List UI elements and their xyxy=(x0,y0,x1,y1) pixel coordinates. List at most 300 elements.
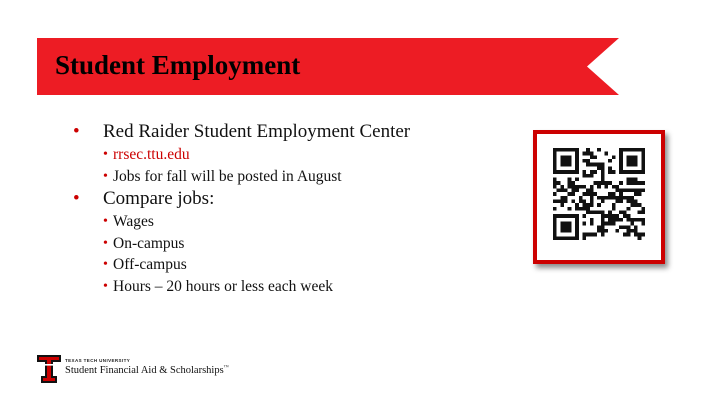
qr-module xyxy=(553,207,557,211)
qr-module xyxy=(616,218,620,222)
qr-module xyxy=(630,229,634,233)
qr-module xyxy=(630,188,634,192)
qr-module xyxy=(590,211,594,215)
sub-bullet-text: Jobs for fall will be posted in August xyxy=(113,167,342,185)
qr-module xyxy=(586,152,590,156)
qr-module xyxy=(597,229,601,233)
qr-module xyxy=(638,203,642,207)
qr-module xyxy=(571,170,575,174)
qr-module xyxy=(560,170,564,174)
qr-module xyxy=(593,233,597,237)
qr-module xyxy=(619,192,623,196)
qr-module xyxy=(634,200,638,204)
slide-title: Student Employment xyxy=(55,50,301,80)
qr-module xyxy=(630,177,634,181)
qr-module xyxy=(601,196,605,200)
qr-module xyxy=(553,229,557,233)
qr-module xyxy=(568,207,572,211)
qr-module xyxy=(608,192,612,196)
qr-module xyxy=(641,159,645,163)
university-label: TEXAS TECH UNIVERSITY xyxy=(65,358,131,363)
qr-module xyxy=(641,155,645,159)
qr-module xyxy=(575,207,579,211)
qr-module xyxy=(597,148,601,152)
qr-module xyxy=(619,166,623,170)
qr-module xyxy=(593,163,597,167)
qr-module xyxy=(575,148,579,152)
title-banner xyxy=(37,38,619,95)
qr-module xyxy=(619,200,623,204)
qr-module xyxy=(619,211,623,215)
qr-module xyxy=(619,170,623,174)
qr-module xyxy=(557,148,561,152)
qr-module xyxy=(616,188,620,192)
qr-module xyxy=(638,218,642,222)
qr-module xyxy=(590,155,594,159)
qr-module xyxy=(564,155,568,159)
qr-module xyxy=(553,177,557,181)
qr-module xyxy=(557,188,561,192)
qr-module xyxy=(564,163,568,167)
qr-module xyxy=(638,211,642,215)
double-t-logo-icon xyxy=(37,355,61,383)
qr-module xyxy=(560,148,564,152)
qr-module xyxy=(638,181,642,185)
qr-module xyxy=(568,185,572,189)
qr-module xyxy=(590,192,594,196)
qr-module xyxy=(634,225,638,229)
qr-module xyxy=(586,233,590,237)
qr-module xyxy=(605,181,609,185)
qr-module xyxy=(634,163,638,167)
bullet-icon: • xyxy=(103,214,108,229)
qr-module xyxy=(590,170,594,174)
qr-module xyxy=(582,207,586,211)
qr-module xyxy=(612,170,616,174)
qr-module xyxy=(630,203,634,207)
qr-module xyxy=(608,214,612,218)
qr-module xyxy=(557,236,561,240)
bullet-icon: • xyxy=(103,168,108,184)
qr-module xyxy=(627,200,631,204)
qr-module xyxy=(638,236,642,240)
qr-module xyxy=(623,148,627,152)
qr-module xyxy=(568,229,572,233)
qr-module xyxy=(568,163,572,167)
qr-module xyxy=(597,185,601,189)
sub-bullet-text: Wages xyxy=(113,213,154,230)
qr-module xyxy=(630,148,634,152)
qr-module xyxy=(638,188,642,192)
qr-module xyxy=(627,229,631,233)
qr-module xyxy=(630,163,634,167)
qr-module xyxy=(608,211,612,215)
qr-module xyxy=(575,177,579,181)
qr-module xyxy=(582,203,586,207)
qr-module xyxy=(568,170,572,174)
qr-module xyxy=(575,155,579,159)
qr-module xyxy=(605,229,609,233)
qr-module xyxy=(641,170,645,174)
qr-module xyxy=(590,152,594,156)
qr-module xyxy=(564,236,568,240)
qr-module xyxy=(564,214,568,218)
qr-code-card[interactable] xyxy=(533,130,665,264)
qr-module xyxy=(597,163,601,167)
qr-module xyxy=(638,170,642,174)
qr-module xyxy=(601,233,605,237)
qr-module xyxy=(619,163,623,167)
qr-module xyxy=(627,188,631,192)
qr-module xyxy=(564,222,568,226)
qr-module xyxy=(593,211,597,215)
qr-module xyxy=(560,159,564,163)
qr-module xyxy=(560,222,564,226)
qr-module xyxy=(568,148,572,152)
qr-module xyxy=(619,159,623,163)
qr-module xyxy=(641,163,645,167)
qr-module xyxy=(590,185,594,189)
qr-module xyxy=(627,225,631,229)
qr-module xyxy=(553,218,557,222)
qr-module xyxy=(564,170,568,174)
sub-bullet-item[interactable] xyxy=(103,144,513,166)
qr-module xyxy=(568,214,572,218)
qr-module xyxy=(641,211,645,215)
qr-module xyxy=(605,222,609,226)
qr-module xyxy=(623,214,627,218)
qr-module xyxy=(608,222,612,226)
qr-module xyxy=(612,218,616,222)
qr-module xyxy=(560,214,564,218)
qr-module xyxy=(634,188,638,192)
qr-module xyxy=(612,214,616,218)
qr-module xyxy=(601,222,605,226)
qr-module xyxy=(634,177,638,181)
qr-module xyxy=(568,222,572,226)
qr-module xyxy=(634,181,638,185)
qr-module xyxy=(612,207,616,211)
qr-module xyxy=(634,192,638,196)
qr-module xyxy=(619,188,623,192)
qr-module xyxy=(586,174,590,178)
qr-module xyxy=(608,196,612,200)
qr-module xyxy=(571,192,575,196)
qr-module xyxy=(593,155,597,159)
qr-module xyxy=(597,203,601,207)
qr-module xyxy=(619,155,623,159)
qr-module xyxy=(634,155,638,159)
qr-module xyxy=(641,166,645,170)
qr-module xyxy=(605,152,609,156)
qr-module xyxy=(630,155,634,159)
sub-bullet-text: On-campus xyxy=(113,234,185,252)
qr-module xyxy=(641,233,645,237)
qr-module xyxy=(601,200,605,204)
qr-module xyxy=(579,207,583,211)
qr-module xyxy=(557,170,561,174)
qr-module xyxy=(571,148,575,152)
qr-module xyxy=(634,170,638,174)
qr-module xyxy=(616,200,620,204)
qr-module xyxy=(586,192,590,196)
qr-module xyxy=(586,163,590,167)
qr-module xyxy=(557,214,561,218)
qr-module xyxy=(623,170,627,174)
qr-module xyxy=(601,225,605,229)
qr-module xyxy=(575,229,579,233)
qr-module xyxy=(630,196,634,200)
qr-module xyxy=(582,152,586,156)
qr-module xyxy=(601,163,605,167)
qr-module xyxy=(641,207,645,211)
qr-module xyxy=(586,211,590,215)
qr-module xyxy=(590,188,594,192)
qr-module xyxy=(627,196,631,200)
sub-bullet-item xyxy=(103,166,513,188)
qr-module xyxy=(553,200,557,204)
qr-module xyxy=(638,148,642,152)
bullet-icon: • xyxy=(103,147,108,162)
qr-module xyxy=(641,218,645,222)
qr-module xyxy=(586,159,590,163)
qr-module xyxy=(586,188,590,192)
qr-module xyxy=(590,163,594,167)
qr-module xyxy=(608,170,612,174)
qr-module xyxy=(612,222,616,226)
qr-module xyxy=(593,192,597,196)
qr-module xyxy=(571,185,575,189)
bullet-item xyxy=(73,187,513,211)
bullet-icon: • xyxy=(73,121,80,142)
sub-bullet-item xyxy=(103,254,513,276)
bullet-text: Red Raider Student Employment Center xyxy=(103,121,411,142)
qr-module xyxy=(582,159,586,163)
qr-module xyxy=(560,196,564,200)
qr-module xyxy=(553,166,557,170)
sub-bullet-text: Off-campus xyxy=(113,256,187,273)
qr-module xyxy=(641,152,645,156)
qr-module xyxy=(590,203,594,207)
qr-module xyxy=(627,214,631,218)
qr-module xyxy=(575,166,579,170)
department-label: Student Financial Aid & Scholarships™ xyxy=(65,365,229,376)
qr-module xyxy=(568,155,572,159)
qr-module xyxy=(593,170,597,174)
qr-module xyxy=(616,185,620,189)
qr-module xyxy=(590,233,594,237)
qr-module xyxy=(575,188,579,192)
qr-module xyxy=(575,159,579,163)
qr-module xyxy=(608,166,612,170)
qr-module xyxy=(560,155,564,159)
qr-module xyxy=(564,188,568,192)
bullet-item xyxy=(73,120,513,144)
qr-module xyxy=(553,233,557,237)
qr-module xyxy=(623,233,627,237)
qr-module xyxy=(579,200,583,204)
qr-module xyxy=(590,222,594,226)
qr-module xyxy=(579,196,583,200)
qr-module xyxy=(630,170,634,174)
qr-module xyxy=(627,177,631,181)
qr-module xyxy=(560,163,564,167)
sub-bullet-item xyxy=(103,211,513,233)
qr-module xyxy=(627,181,631,185)
qr-module xyxy=(557,181,561,185)
qr-module xyxy=(593,181,597,185)
qr-module xyxy=(619,218,623,222)
qr-module xyxy=(601,218,605,222)
qr-module xyxy=(619,152,623,156)
qr-module xyxy=(601,170,605,174)
qr-module xyxy=(564,229,568,233)
qr-module xyxy=(634,159,638,163)
bullet-icon: • xyxy=(103,235,108,251)
qr-module xyxy=(560,200,564,204)
qr-module xyxy=(568,159,572,163)
qr-module xyxy=(616,214,620,218)
qr-module xyxy=(582,233,586,237)
qr-module xyxy=(586,203,590,207)
bullet-icon: • xyxy=(103,257,108,272)
qr-module xyxy=(582,236,586,240)
qr-module xyxy=(601,214,605,218)
bullet-text: Compare jobs: xyxy=(103,188,215,209)
qr-module xyxy=(638,233,642,237)
qr-module xyxy=(571,181,575,185)
qr-module xyxy=(590,218,594,222)
qr-module xyxy=(575,218,579,222)
qr-module xyxy=(612,155,616,159)
qr-module xyxy=(568,236,572,240)
sub-bullet-list xyxy=(73,144,513,187)
qr-module xyxy=(553,170,557,174)
qr-module xyxy=(557,200,561,204)
qr-module xyxy=(564,196,568,200)
qr-module xyxy=(586,148,590,152)
qr-module xyxy=(553,181,557,185)
qr-module xyxy=(601,177,605,181)
qr-module xyxy=(553,222,557,226)
qr-module xyxy=(571,188,575,192)
qr-module xyxy=(627,159,631,163)
qr-module xyxy=(553,185,557,189)
qr-module xyxy=(597,196,601,200)
qr-module xyxy=(627,148,631,152)
qr-module xyxy=(601,229,605,233)
qr-module xyxy=(575,214,579,218)
qr-module xyxy=(597,181,601,185)
qr-module xyxy=(568,177,572,181)
qr-module xyxy=(623,188,627,192)
qr-module xyxy=(575,222,579,226)
qr-module xyxy=(575,185,579,189)
qr-module xyxy=(553,155,557,159)
qr-module xyxy=(568,192,572,196)
footer-logo xyxy=(37,355,297,385)
qr-module xyxy=(564,148,568,152)
qr-module xyxy=(575,152,579,156)
qr-module xyxy=(560,185,564,189)
qr-module xyxy=(627,207,631,211)
qr-module xyxy=(627,163,631,167)
qr-module xyxy=(619,196,623,200)
qr-module xyxy=(630,200,634,204)
qr-module xyxy=(612,192,616,196)
qr-module xyxy=(590,196,594,200)
qr-module xyxy=(601,211,605,215)
qr-module xyxy=(575,233,579,237)
qr-module xyxy=(623,196,627,200)
qr-module xyxy=(634,233,638,237)
qr-module xyxy=(553,148,557,152)
qr-module xyxy=(590,200,594,204)
qr-module xyxy=(612,203,616,207)
qr-code-icon[interactable] xyxy=(553,148,645,240)
qr-module xyxy=(564,159,568,163)
bullet-list xyxy=(73,120,513,297)
qr-module xyxy=(612,196,616,200)
qr-module xyxy=(641,222,645,226)
bullet-icon: • xyxy=(103,278,108,294)
qr-module xyxy=(601,166,605,170)
qr-module xyxy=(627,155,631,159)
qr-module xyxy=(641,181,645,185)
qr-module xyxy=(641,148,645,152)
qr-module xyxy=(616,229,620,233)
qr-module xyxy=(597,166,601,170)
qr-module xyxy=(553,225,557,229)
qr-module xyxy=(630,181,634,185)
employment-center-link[interactable]: rrsec.ttu.edu xyxy=(113,146,190,163)
qr-module xyxy=(619,181,623,185)
qr-module xyxy=(582,192,586,196)
qr-module xyxy=(634,203,638,207)
qr-module xyxy=(627,170,631,174)
qr-module xyxy=(553,152,557,156)
qr-module xyxy=(553,236,557,240)
sub-bullet-item xyxy=(103,276,513,298)
qr-module xyxy=(586,207,590,211)
qr-module xyxy=(560,203,564,207)
qr-module xyxy=(582,214,586,218)
qr-module xyxy=(571,236,575,240)
qr-module xyxy=(623,225,627,229)
qr-module xyxy=(608,218,612,222)
qr-module xyxy=(605,214,609,218)
qr-module xyxy=(560,229,564,233)
qr-module xyxy=(564,225,568,229)
qr-module xyxy=(630,159,634,163)
qr-module xyxy=(616,196,620,200)
qr-module xyxy=(638,192,642,196)
qr-module xyxy=(575,225,579,229)
qr-module xyxy=(627,218,631,222)
qr-module xyxy=(582,222,586,226)
qr-module xyxy=(575,163,579,167)
qr-module xyxy=(575,203,579,207)
sub-bullet-list xyxy=(73,211,513,297)
sub-bullet-item xyxy=(103,233,513,255)
qr-module xyxy=(601,174,605,178)
qr-module xyxy=(597,211,601,215)
qr-module xyxy=(608,159,612,163)
qr-module xyxy=(634,148,638,152)
qr-module xyxy=(560,225,564,229)
qr-module xyxy=(582,185,586,189)
qr-module xyxy=(568,181,572,185)
